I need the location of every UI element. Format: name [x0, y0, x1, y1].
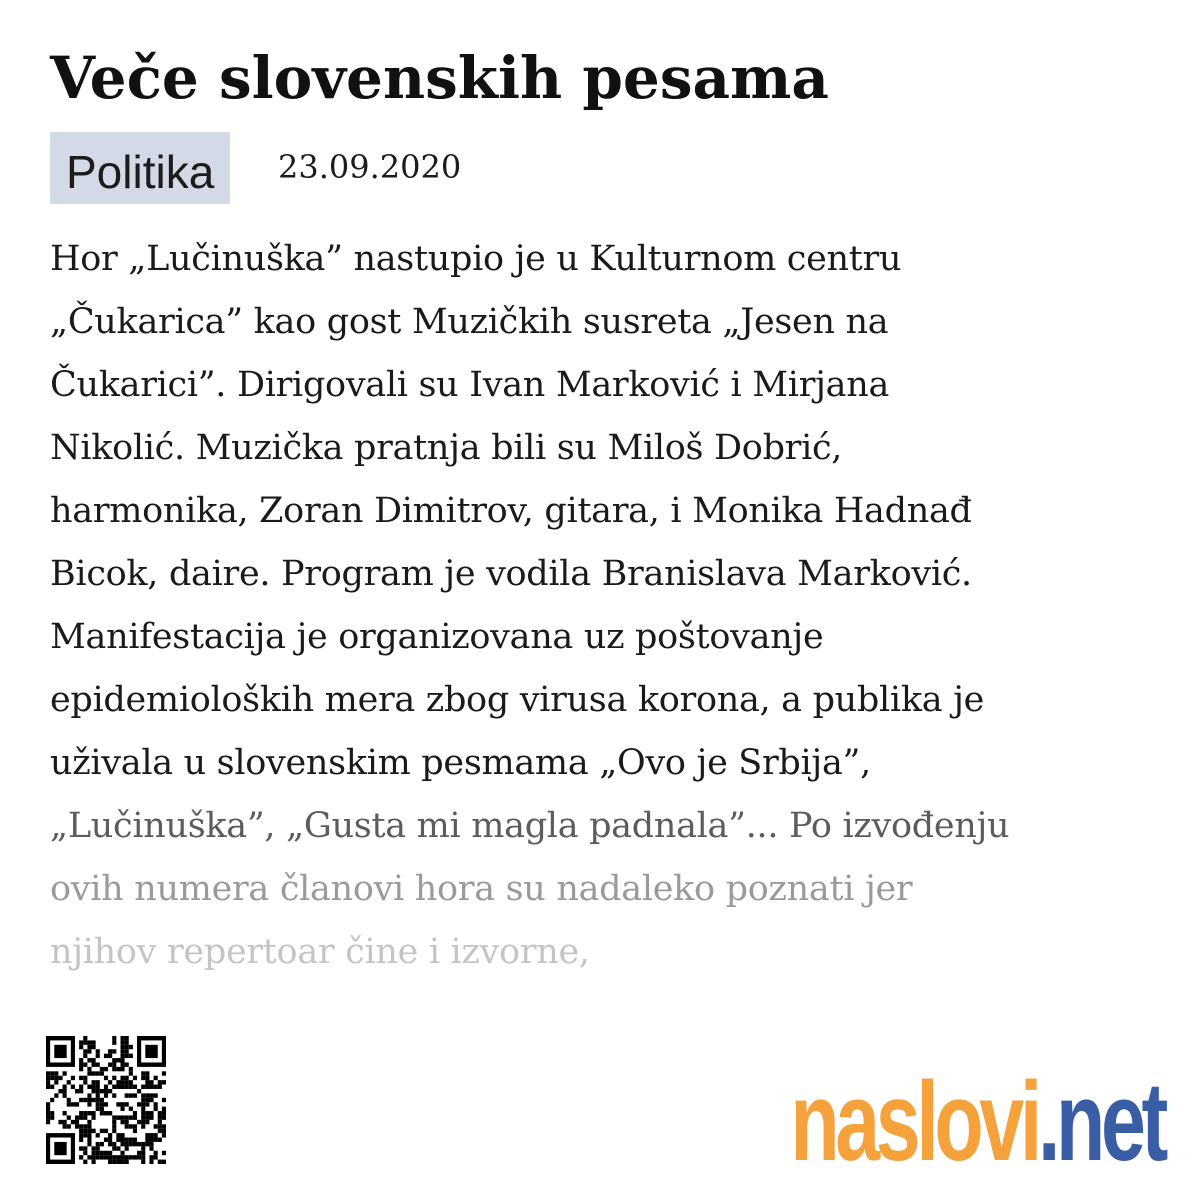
qr-code-icon[interactable] — [46, 1036, 166, 1164]
logo-net: .net — [1037, 1059, 1164, 1184]
article-line: harmonika, Zoran Dimitrov, gitara, i Monika Hadnađ — [50, 491, 972, 531]
category-badge[interactable]: Politika — [50, 132, 230, 204]
article-line: epidemioloških mera zbog virusa korona, a publika je — [50, 680, 985, 720]
article-line: Manifestacija je organizovana uz poštovanje — [50, 617, 824, 657]
article-line: Hor „Lučinuška” nastupio je u Kulturnom centru — [50, 239, 902, 279]
article-line: Čukarici”. Dirigovali su Ivan Marković i Mirjana — [50, 365, 890, 405]
article-line: Bicok, daire. Program je vodila Branislava Marković. — [50, 554, 972, 594]
publish-date: 23.09.2020 — [278, 148, 462, 186]
site-logo[interactable] — [790, 1058, 1164, 1184]
article-line: ovih numera članovi hora su nadaleko poznati jer — [50, 869, 913, 909]
article-line: Nikolić. Muzička pratnja bili su Miloš Dobrić, — [50, 428, 843, 468]
article-body — [50, 228, 1160, 984]
article-line: njihov repertoar čine i izvorne, — [50, 932, 590, 972]
article-line: „Čukarica” kao gost Muzičkih susreta „Jesen na — [50, 302, 889, 342]
logo-naslovi: naslovi — [790, 1059, 1038, 1184]
article-title: Veče slovenskih pesama — [50, 44, 830, 112]
article-line: „Lučinuška”, „Gusta mi magla padnala”... Po izvođenju — [50, 806, 1010, 846]
article-line: uživala u slovenskim pesmama „Ovo je Srbija”, — [50, 743, 871, 783]
